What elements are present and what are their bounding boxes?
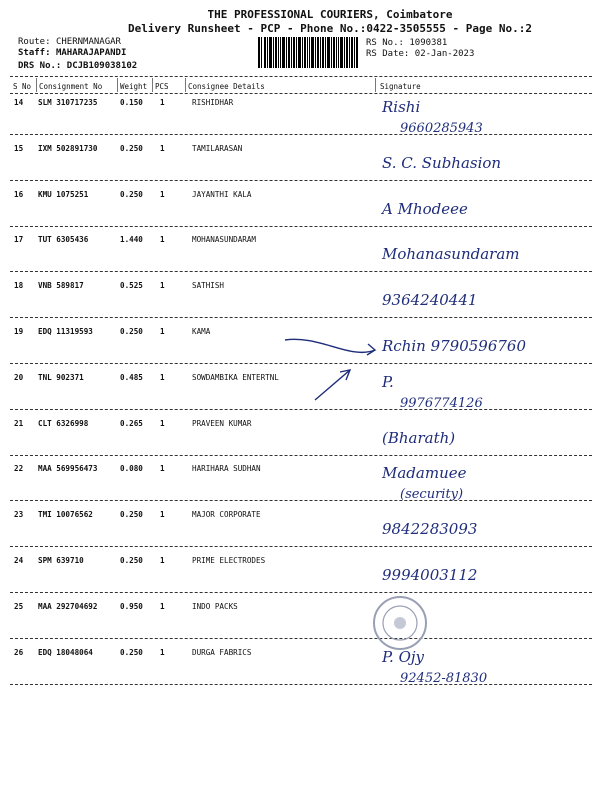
row-sno: 14 (14, 98, 24, 107)
handwritten-phone: (security) (400, 487, 464, 503)
col-divider (185, 78, 186, 92)
row-pcs: 1 (160, 464, 165, 474)
handwritten-signature: Mohanasundaram (382, 245, 520, 264)
row-consignment-no: CLT 6326998 (38, 418, 89, 428)
handwritten-signature: 9364240441 (382, 291, 478, 310)
row-weight: 0.080 (120, 464, 143, 474)
row-weight: 0.250 (120, 647, 143, 657)
row-weight: 0.150 (120, 98, 143, 107)
signature-cell (370, 138, 595, 183)
rs-no-line (366, 38, 447, 48)
row-pcs: 1 (160, 327, 165, 336)
staff-value: MAHARAJAPANDI (55, 48, 127, 58)
rs-no-value: 1090381 (409, 38, 448, 48)
runsheet-subtitle: Delivery Runsheet - PCP - Phone No.:0422-3505555 - Page No.:2 (128, 22, 532, 35)
row-sno: 19 (14, 327, 24, 336)
row-consignee: SOWDAMBIKA ENTERTNL (192, 372, 279, 382)
row-weight: 1.440 (120, 235, 143, 245)
col-consignee: Consignee Details (188, 82, 265, 91)
row-pcs: 1 (160, 647, 165, 657)
row-weight: 0.525 (120, 281, 143, 291)
row-sno: 24 (14, 556, 24, 565)
row-consignment-no: SPM 639710 (38, 556, 84, 565)
col-divider (36, 78, 37, 92)
row-separator (10, 317, 592, 318)
row-consignment-no: VNB 589817 (38, 281, 84, 291)
row-separator (10, 592, 592, 593)
row-sno: 17 (14, 235, 24, 245)
row-pcs: 1 (160, 281, 165, 291)
row-sno: 21 (14, 418, 24, 428)
row-consignment-no: EDQ 11319593 (38, 327, 93, 336)
row-sno: 18 (14, 281, 24, 291)
handwritten-phone: 9660285943 (400, 121, 483, 136)
row-consignee: MOHANASUNDARAM (192, 235, 257, 245)
col-weight: Weight (120, 82, 148, 91)
drs-line (18, 61, 137, 71)
rs-date-line (366, 49, 474, 59)
row-weight: 0.485 (120, 372, 143, 382)
row-consignment-no: SLM 310717235 (38, 98, 98, 107)
rs-date-value: 02-Jan-2023 (414, 49, 475, 59)
row-consignee: RISHIDHAR (192, 98, 234, 107)
route-line (18, 37, 121, 47)
staff-line (18, 48, 126, 58)
route-value: CHERNMANAGAR (55, 37, 121, 47)
row-sno: 26 (14, 647, 24, 657)
signature-cell (370, 550, 595, 595)
row-pcs: 1 (160, 98, 165, 107)
col-divider (375, 78, 376, 92)
row-sno: 15 (14, 143, 24, 153)
col-sno: S No (13, 82, 32, 91)
row-consignee: INDO PACKS (192, 601, 238, 611)
row-separator (10, 180, 592, 181)
row-weight: 0.250 (120, 189, 143, 199)
row-consignee: KAMA (192, 327, 211, 336)
row-separator (10, 684, 592, 685)
row-separator (10, 500, 592, 501)
row-consignment-no: TUT 6305436 (38, 235, 89, 245)
row-weight: 0.250 (120, 143, 143, 153)
row-separator (10, 226, 592, 227)
handwritten-signature: (Bharath) (382, 428, 456, 447)
col-divider (117, 78, 118, 92)
row-separator (10, 638, 592, 639)
route-label: Route: (18, 37, 51, 47)
row-sno: 23 (14, 510, 24, 520)
handwritten-phone: 9976774126 (400, 395, 483, 411)
handwritten-signature: 9994003112 (382, 566, 478, 584)
handwritten-signature: Rchin 9790596760 (382, 337, 527, 355)
signature-cell (370, 458, 595, 503)
row-consignment-no: IXM 502891730 (38, 143, 98, 153)
rs-no-label: RS No.: (366, 38, 404, 48)
row-sno: 22 (14, 464, 24, 474)
row-consignee: MAJOR CORPORATE (192, 510, 261, 520)
row-pcs: 1 (160, 372, 165, 382)
row-consignment-no: KMU 1075251 (38, 189, 89, 199)
row-weight: 0.250 (120, 510, 143, 520)
row-sno: 25 (14, 601, 24, 611)
signature-cell (370, 367, 595, 412)
row-weight: 0.250 (120, 327, 143, 336)
col-signature: Signature (380, 82, 421, 91)
row-pcs: 1 (160, 556, 165, 565)
row-consignee: DURGA FABRICS (192, 647, 252, 657)
handwritten-signature: P. (382, 372, 394, 391)
row-consignment-no: MAA 292704692 (38, 601, 98, 611)
row-pcs: 1 (160, 418, 165, 428)
company-stamp (372, 595, 428, 651)
row-pcs: 1 (160, 601, 165, 611)
col-divider (152, 78, 153, 92)
row-weight: 0.265 (120, 418, 143, 428)
row-consignee: HARIHARA SUDHAN (192, 464, 261, 474)
signature-cell (370, 275, 595, 320)
row-consignee: JAYANTHI KALA (192, 189, 252, 199)
row-pcs: 1 (160, 143, 165, 153)
row-consignment-no: EDQ 18048064 (38, 647, 93, 657)
signature-cell (370, 504, 595, 549)
handwritten-signature: A Mhodeee (382, 199, 468, 218)
signature-cell (370, 413, 595, 458)
row-pcs: 1 (160, 235, 165, 245)
handwritten-signature: 9842283093 (382, 520, 478, 539)
rs-date-label: RS Date: (366, 49, 410, 59)
row-consignee: SATHISH (192, 281, 225, 291)
signature-cell (370, 92, 595, 137)
signature-cell (370, 229, 595, 274)
drs-label: DRS No.: (18, 61, 62, 71)
handwritten-phone: 92452-81830 (400, 670, 488, 686)
signature-cell (370, 184, 595, 229)
handwritten-signature: Madamuee (382, 464, 467, 483)
barcode-image (258, 37, 358, 68)
row-weight: 0.950 (120, 601, 143, 611)
col-pcs: PCS (155, 82, 169, 91)
row-sno: 16 (14, 189, 24, 199)
row-separator (10, 546, 592, 547)
col-consignment: Consignment No (39, 82, 103, 91)
signature-cell (370, 321, 595, 366)
row-consignee: PRIME ELECTRODES (192, 556, 266, 565)
row-consignment-no: TNL 902371 (38, 372, 84, 382)
row-separator (10, 134, 592, 135)
row-consignee: PRAVEEN KUMAR (192, 418, 252, 428)
staff-label: Staff: (18, 48, 51, 58)
row-consignment-no: MAA 569956473 (38, 464, 98, 474)
header-rule-top (10, 76, 592, 77)
handwritten-signature: Rishi (382, 98, 421, 116)
row-sno: 20 (14, 372, 24, 382)
row-separator (10, 271, 592, 272)
row-pcs: 1 (160, 510, 165, 520)
drs-value: DCJB109038102 (66, 61, 138, 71)
handwritten-signature: P. Ojy (382, 647, 425, 666)
row-pcs: 1 (160, 189, 165, 199)
handwritten-signature: S. C. Subhasion (382, 153, 502, 172)
row-separator (10, 455, 592, 456)
row-consignment-no: TMI 10076562 (38, 510, 93, 520)
arrow-annotation (280, 330, 380, 410)
company-title: THE PROFESSIONAL COURIERS, Coimbatore (207, 8, 453, 21)
row-weight: 0.250 (120, 556, 143, 565)
row-consignee: TAMILARASAN (192, 143, 243, 153)
